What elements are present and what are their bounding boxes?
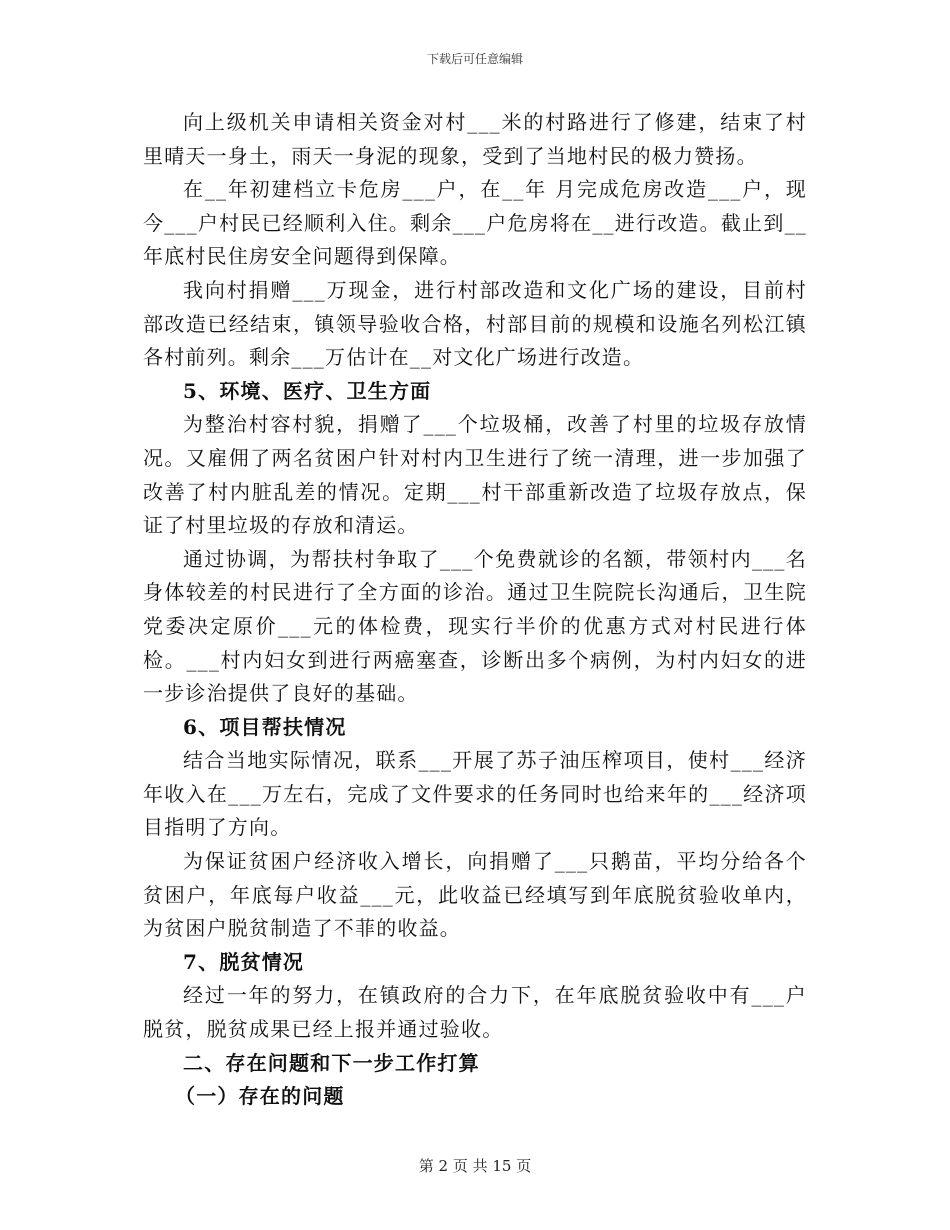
paragraph: 经过一年的努力，在镇政府的合力下，在年底脱贫验收中有___户脱贫，脱贫成果已经上报并通过验收。 (143, 983, 807, 1042)
paragraph: 为整治村容村貌，捐赠了___个垃圾桶，改善了村里的垃圾存放情况。又雇佣了两名贫困户针对村内卫生进行了统一清理，进一步加强了改善了村内脏乱差的情况。定期___村干部重新改造了垃圾存放点，保证了村里垃圾的存放和清运。 (143, 412, 807, 538)
section-heading: 7、脱贫情况 (183, 949, 305, 974)
chapter-heading: 二、存在问题和下一步工作打算 (183, 1050, 480, 1075)
document-body (143, 106, 807, 1114)
section-heading: 6、项目帮扶情况 (183, 714, 347, 739)
paragraph: 我向村捐赠___万现金，进行村部改造和文化广场的建设，目前村部改造已经结束，镇领导验收合格，村部目前的规模和设施名列松江镇各村前列。剩余___万估计在__对文化广场进行改造。 (143, 277, 807, 370)
page-header: 下载后可任意编辑 (426, 52, 523, 66)
paragraph: 为保证贫困户经济收入增长，向捐赠了___只鹅苗，平均分给各个贫困户，年底每户收益___元，此收益已经填写到年底脱贫验收单内，为贫困户脱贫制造了不菲的收益。 (143, 849, 807, 941)
paragraph: 向上级机关申请相关资金对村___米的村路进行了修建，结束了村里晴天一身土，雨天一身泥的现象，受到了当地村民的极力赞扬。 (143, 110, 807, 168)
subsection-heading: （一）存在的问题 (175, 1084, 345, 1109)
paragraph: 结合当地实际情况，联系___开展了苏子油压榨项目，使村___经济年收入在___万左右，完成了文件要求的任务同时也给来年的___经济项目指明了方向。 (143, 748, 807, 840)
page-footer: 第 2 页 共 15 页 (418, 1157, 532, 1175)
paragraph: 在__年初建档立卡危房___户，在__年 月完成危房改造___户，现今___户村民已经顺利入住。剩余___户危房将在__进行改造。截止到__年底村民住房安全问题得到保障。 (143, 177, 807, 269)
section-heading: 5、环境、医疗、卫生方面 (183, 378, 432, 403)
paragraph: 通过协调，为帮扶村争取了___个免费就诊的名额，带领村内___名身体较差的村民进行了全方面的诊治。通过卫生院院长沟通后，卫生院党委决定原价___元的体检费，现实行半价的优惠方式对村民进行体检。___村内妇女到进行两癌塞查，诊断出多个病例，为村内妇女的进一步诊治提供了良好的基础。 (143, 546, 807, 706)
